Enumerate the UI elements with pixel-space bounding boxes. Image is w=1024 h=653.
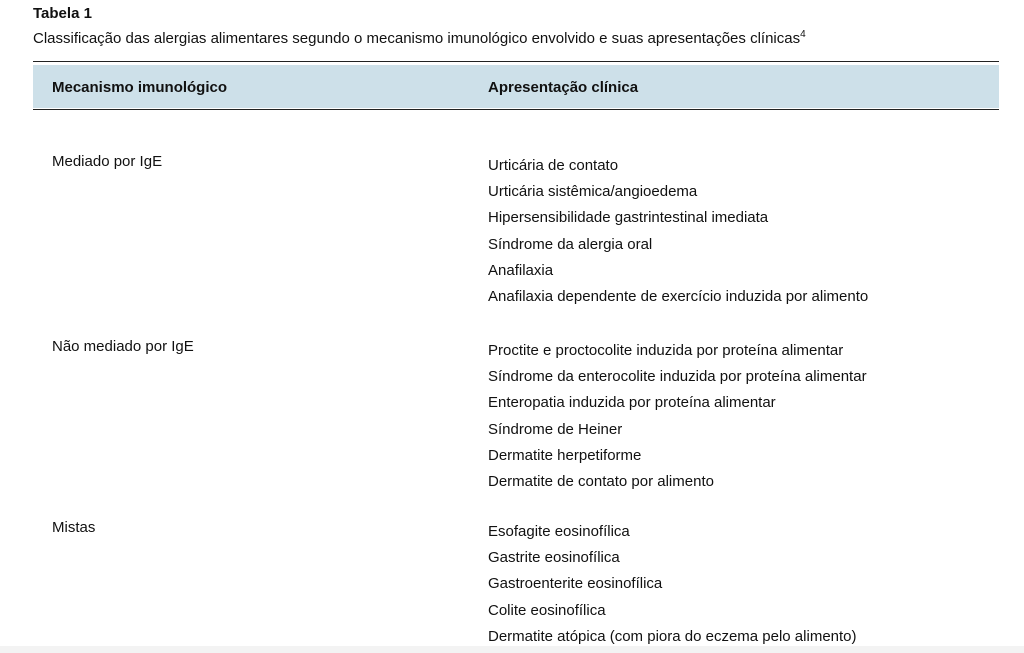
presentation-item: Colite eosinofílica [488, 601, 606, 619]
presentation-item: Esofagite eosinofílica [488, 523, 630, 540]
presentation-item: Urticária de contato [488, 157, 619, 174]
presentation-item: Enteropatia induzida por proteína alimentar [488, 394, 776, 412]
presentation-item: Síndrome da enterocolite induzida por proteína alimentar [488, 368, 867, 386]
presentation-item: Gastroenterite eosinofílica [488, 575, 663, 593]
presentation-item: Hipersensibilidade gastrintestinal imediata [488, 209, 769, 227]
table-caption-text: Classificação das alergias alimentares segundo o mecanismo imunológico envolvido e suas apresentações clínicas [33, 30, 801, 47]
mechanism-cell: Não mediado por IgE [52, 338, 194, 355]
table-label: Tabela 1 [33, 5, 92, 22]
column-header-presentation: Apresentação clínica [488, 79, 639, 96]
presentation-item: Dermatite atópica (com piora do eczema pelo alimento) [488, 627, 857, 645]
presentation-item: Síndrome da alergia oral [488, 235, 653, 253]
presentation-item: Síndrome de Heiner [488, 420, 623, 438]
presentation-item: Gastrite eosinofílica [488, 549, 620, 567]
presentation-item: Anafilaxia [488, 261, 554, 279]
presentation-list [488, 153, 868, 310]
column-header-mechanism: Mecanismo imunológico [52, 79, 228, 96]
presentation-item: Anafilaxia dependente de exercício induzida por alimento [488, 288, 869, 306]
presentation-list [488, 338, 867, 495]
table-caption [33, 30, 806, 48]
presentation-list [488, 519, 857, 650]
presentation-item: Dermatite herpetiforme [488, 446, 642, 464]
presentation-item: Proctite e proctocolite induzida por proteína alimentar [488, 342, 844, 359]
mechanism-cell: Mediado por IgE [52, 153, 163, 170]
caption-reference: 4 [800, 29, 806, 40]
mechanism-cell: Mistas [52, 519, 96, 536]
presentation-item: Dermatite de contato por alimento [488, 473, 714, 491]
table-header-rule [33, 109, 999, 110]
table-top-rule [33, 61, 999, 62]
page-bottom-edge [0, 646, 1024, 653]
presentation-item: Urticária sistêmica/angioedema [488, 183, 698, 201]
